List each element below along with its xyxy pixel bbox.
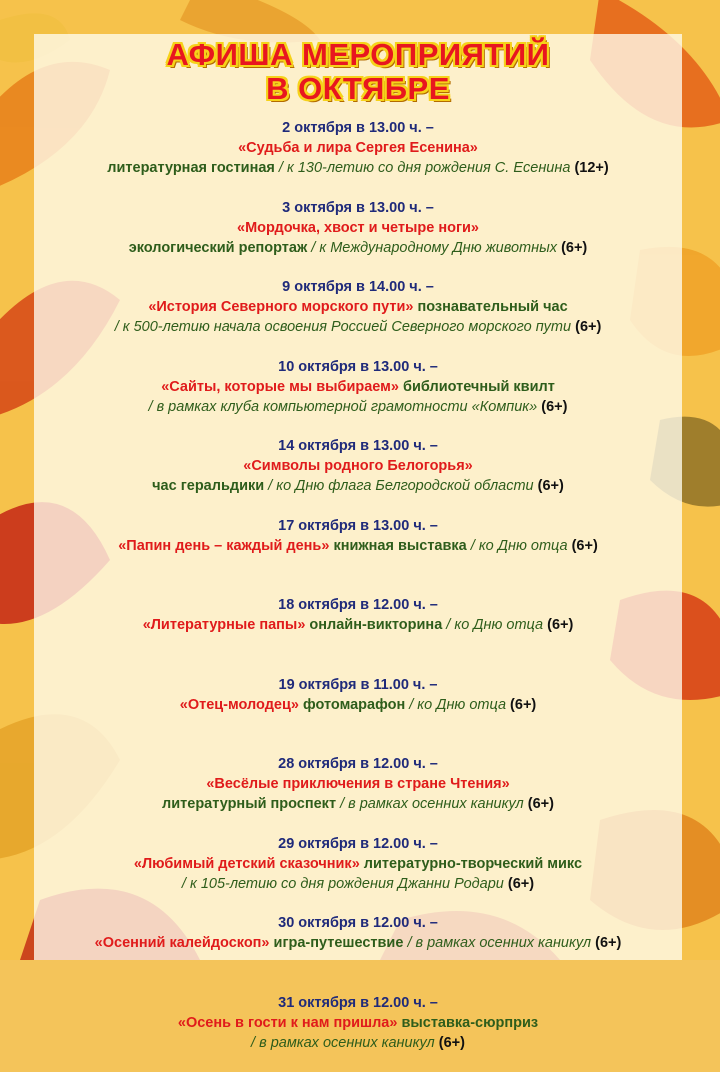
- event-date: 31 октября в 12.00 ч. –: [34, 993, 682, 1013]
- event-line: [34, 158, 682, 178]
- event-name: «Весёлые приключения в стране Чтения»: [206, 776, 509, 792]
- event-kind: литературная гостиная: [107, 160, 275, 176]
- event-line: [34, 1013, 682, 1033]
- event-item: [34, 834, 682, 914]
- event-date: 28 октября в 12.00 ч. –: [34, 754, 682, 774]
- event-age: (12+): [574, 160, 608, 176]
- event-line: [34, 476, 682, 496]
- event-date: 10 октября в 13.00 ч. –: [34, 357, 682, 377]
- event-item: [34, 118, 682, 198]
- event-age: (6+): [575, 319, 601, 335]
- event-age: (6+): [528, 796, 554, 812]
- event-line: [34, 774, 682, 794]
- event-line: [34, 854, 682, 874]
- event-line: [34, 138, 682, 158]
- event-note: / ко Дню отца: [467, 538, 572, 554]
- event-line: [34, 695, 682, 715]
- event-kind: час геральдики: [152, 478, 264, 494]
- event-name: «Папин день – каждый день»: [118, 538, 329, 554]
- event-item: [34, 595, 682, 675]
- event-line: [34, 218, 682, 238]
- event-kind: экологический репортаж: [129, 240, 308, 256]
- event-kind: познавательный час: [413, 299, 567, 315]
- event-line: [34, 377, 682, 397]
- event-kind: фотомарафон: [299, 697, 405, 713]
- event-kind: литературно-творческий микс: [360, 856, 582, 872]
- event-age: (6+): [439, 1035, 465, 1051]
- poster-title: [34, 38, 682, 106]
- event-age: (6+): [595, 935, 621, 951]
- event-date: 17 октября в 13.00 ч. –: [34, 516, 682, 536]
- event-item: [34, 357, 682, 437]
- event-kind: литературный проспект: [162, 796, 336, 812]
- event-name: «Литературные папы»: [143, 617, 306, 633]
- event-date: 18 октября в 12.00 ч. –: [34, 595, 682, 615]
- event-note: / в рамках осенних каникул: [336, 796, 528, 812]
- event-note: / в рамках осенних каникул: [251, 1035, 439, 1051]
- event-line: [34, 317, 682, 337]
- event-list: [34, 118, 682, 1072]
- event-line: [34, 1033, 682, 1053]
- event-age: (6+): [510, 697, 536, 713]
- event-kind: выставка-сюрприз: [397, 1015, 538, 1031]
- event-age: (6+): [561, 240, 587, 256]
- event-kind: онлайн-викторина: [305, 617, 442, 633]
- event-note: / к 130-летию со дня рождения С. Есенина: [275, 160, 575, 176]
- event-date: 14 октября в 13.00 ч. –: [34, 436, 682, 456]
- event-name: «Символы родного Белогорья»: [243, 458, 472, 474]
- event-kind: библиотечный квилт: [399, 379, 555, 395]
- event-note: / ко Дню отца: [405, 697, 510, 713]
- event-name: «Судьба и лира Сергея Есенина»: [238, 140, 478, 156]
- event-age: (6+): [572, 538, 598, 554]
- event-kind: игра-путешествие: [270, 935, 404, 951]
- event-item: [34, 277, 682, 357]
- event-note: / к 105-летию со дня рождения Джанни Родари: [182, 876, 508, 892]
- event-note: / к 500-летию начала освоения Россией Северного морского пути: [115, 319, 575, 335]
- event-line: [34, 456, 682, 476]
- event-age: (6+): [541, 399, 567, 415]
- event-note: / в рамках клуба компьютерной грамотности «Компик»: [149, 399, 542, 415]
- event-item: [34, 436, 682, 516]
- event-line: [34, 536, 682, 556]
- event-line: [34, 297, 682, 317]
- event-note: / ко Дню флага Белгородской области: [264, 478, 537, 494]
- event-kind: книжная выставка: [329, 538, 466, 554]
- event-age: (6+): [547, 617, 573, 633]
- event-date: 29 октября в 12.00 ч. –: [34, 834, 682, 854]
- event-age: (6+): [508, 876, 534, 892]
- event-note: / к Международному Дню животных: [307, 240, 561, 256]
- event-line: [34, 615, 682, 635]
- event-item: [34, 198, 682, 278]
- event-name: «Сайты, которые мы выбираем»: [161, 379, 399, 395]
- event-line: [34, 794, 682, 814]
- event-item: [34, 516, 682, 596]
- event-name: «Отец-молодец»: [180, 697, 299, 713]
- title-line-2: В ОКТЯБРЕ: [34, 72, 682, 106]
- event-date: 30 октября в 12.00 ч. –: [34, 913, 682, 933]
- event-name: «История Северного морского пути»: [148, 299, 413, 315]
- event-line: [34, 397, 682, 417]
- event-line: [34, 238, 682, 258]
- event-age: (6+): [538, 478, 564, 494]
- event-item: [34, 675, 682, 755]
- event-item: [34, 993, 682, 1072]
- event-date: 19 октября в 11.00 ч. –: [34, 675, 682, 695]
- event-line: [34, 933, 682, 953]
- event-item: [34, 754, 682, 834]
- event-date: 9 октября в 14.00 ч. –: [34, 277, 682, 297]
- event-note: / в рамках осенних каникул: [403, 935, 595, 951]
- event-note: / ко Дню отца: [442, 617, 547, 633]
- event-name: «Мордочка, хвост и четыре ноги»: [237, 220, 479, 236]
- event-line: [34, 874, 682, 894]
- event-name: «Осень в гости к нам пришла»: [178, 1015, 398, 1031]
- event-date: 2 октября в 13.00 ч. –: [34, 118, 682, 138]
- event-name: «Осенний калейдоскоп»: [95, 935, 270, 951]
- event-item: [34, 913, 682, 993]
- event-date: 3 октября в 13.00 ч. –: [34, 198, 682, 218]
- event-name: «Любимый детский сказочник»: [134, 856, 360, 872]
- title-line-1: АФИША МЕРОПРИЯТИЙ: [34, 38, 682, 72]
